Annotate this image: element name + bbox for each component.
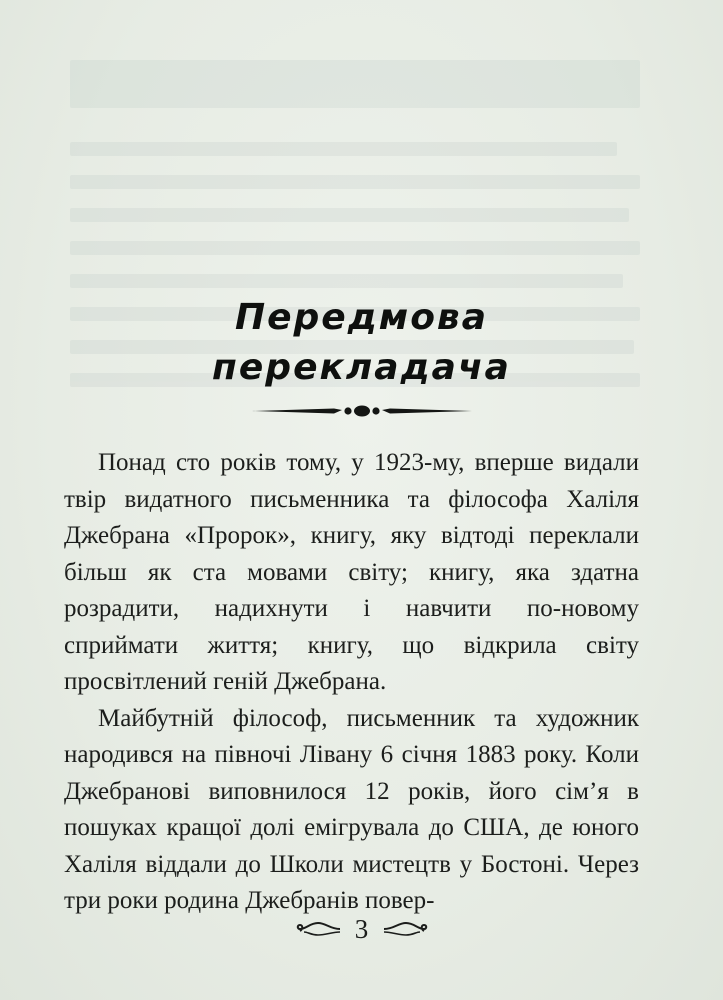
swirl-icon [382,920,428,938]
chapter-title-line-2: перекладача [212,347,511,388]
body-text [64,445,639,920]
chapter-title-line-1: Передмова [234,297,489,338]
page-number: 3 [354,914,369,944]
folio [0,910,723,950]
ornamental-divider-icon [250,401,474,421]
paragraph: Майбутній філософ, письменник та художник народився на півночі Лівану 6 січня 1883 року. Коли Джебранові виповнилося 12 років, його сім’я в пошуках кращої долі емігрувала до США, де юного Халіля віддали до Школи мистецтв у Бостоні. Через три роки родина Джебранів повер- [64,704,639,914]
paragraph: Понад сто років тому, у 1923-му, вперше видали твір видатного письменника та філософа Халіля Джебрана «Пророк», книгу, яку відтоді переклали більш як ста мовами світу; книгу, яка здатна розрадити, надихнути і навчити по-новому сприймати життя; книгу, що відкрила світу просвітлений геній Джебрана. [64,449,639,695]
